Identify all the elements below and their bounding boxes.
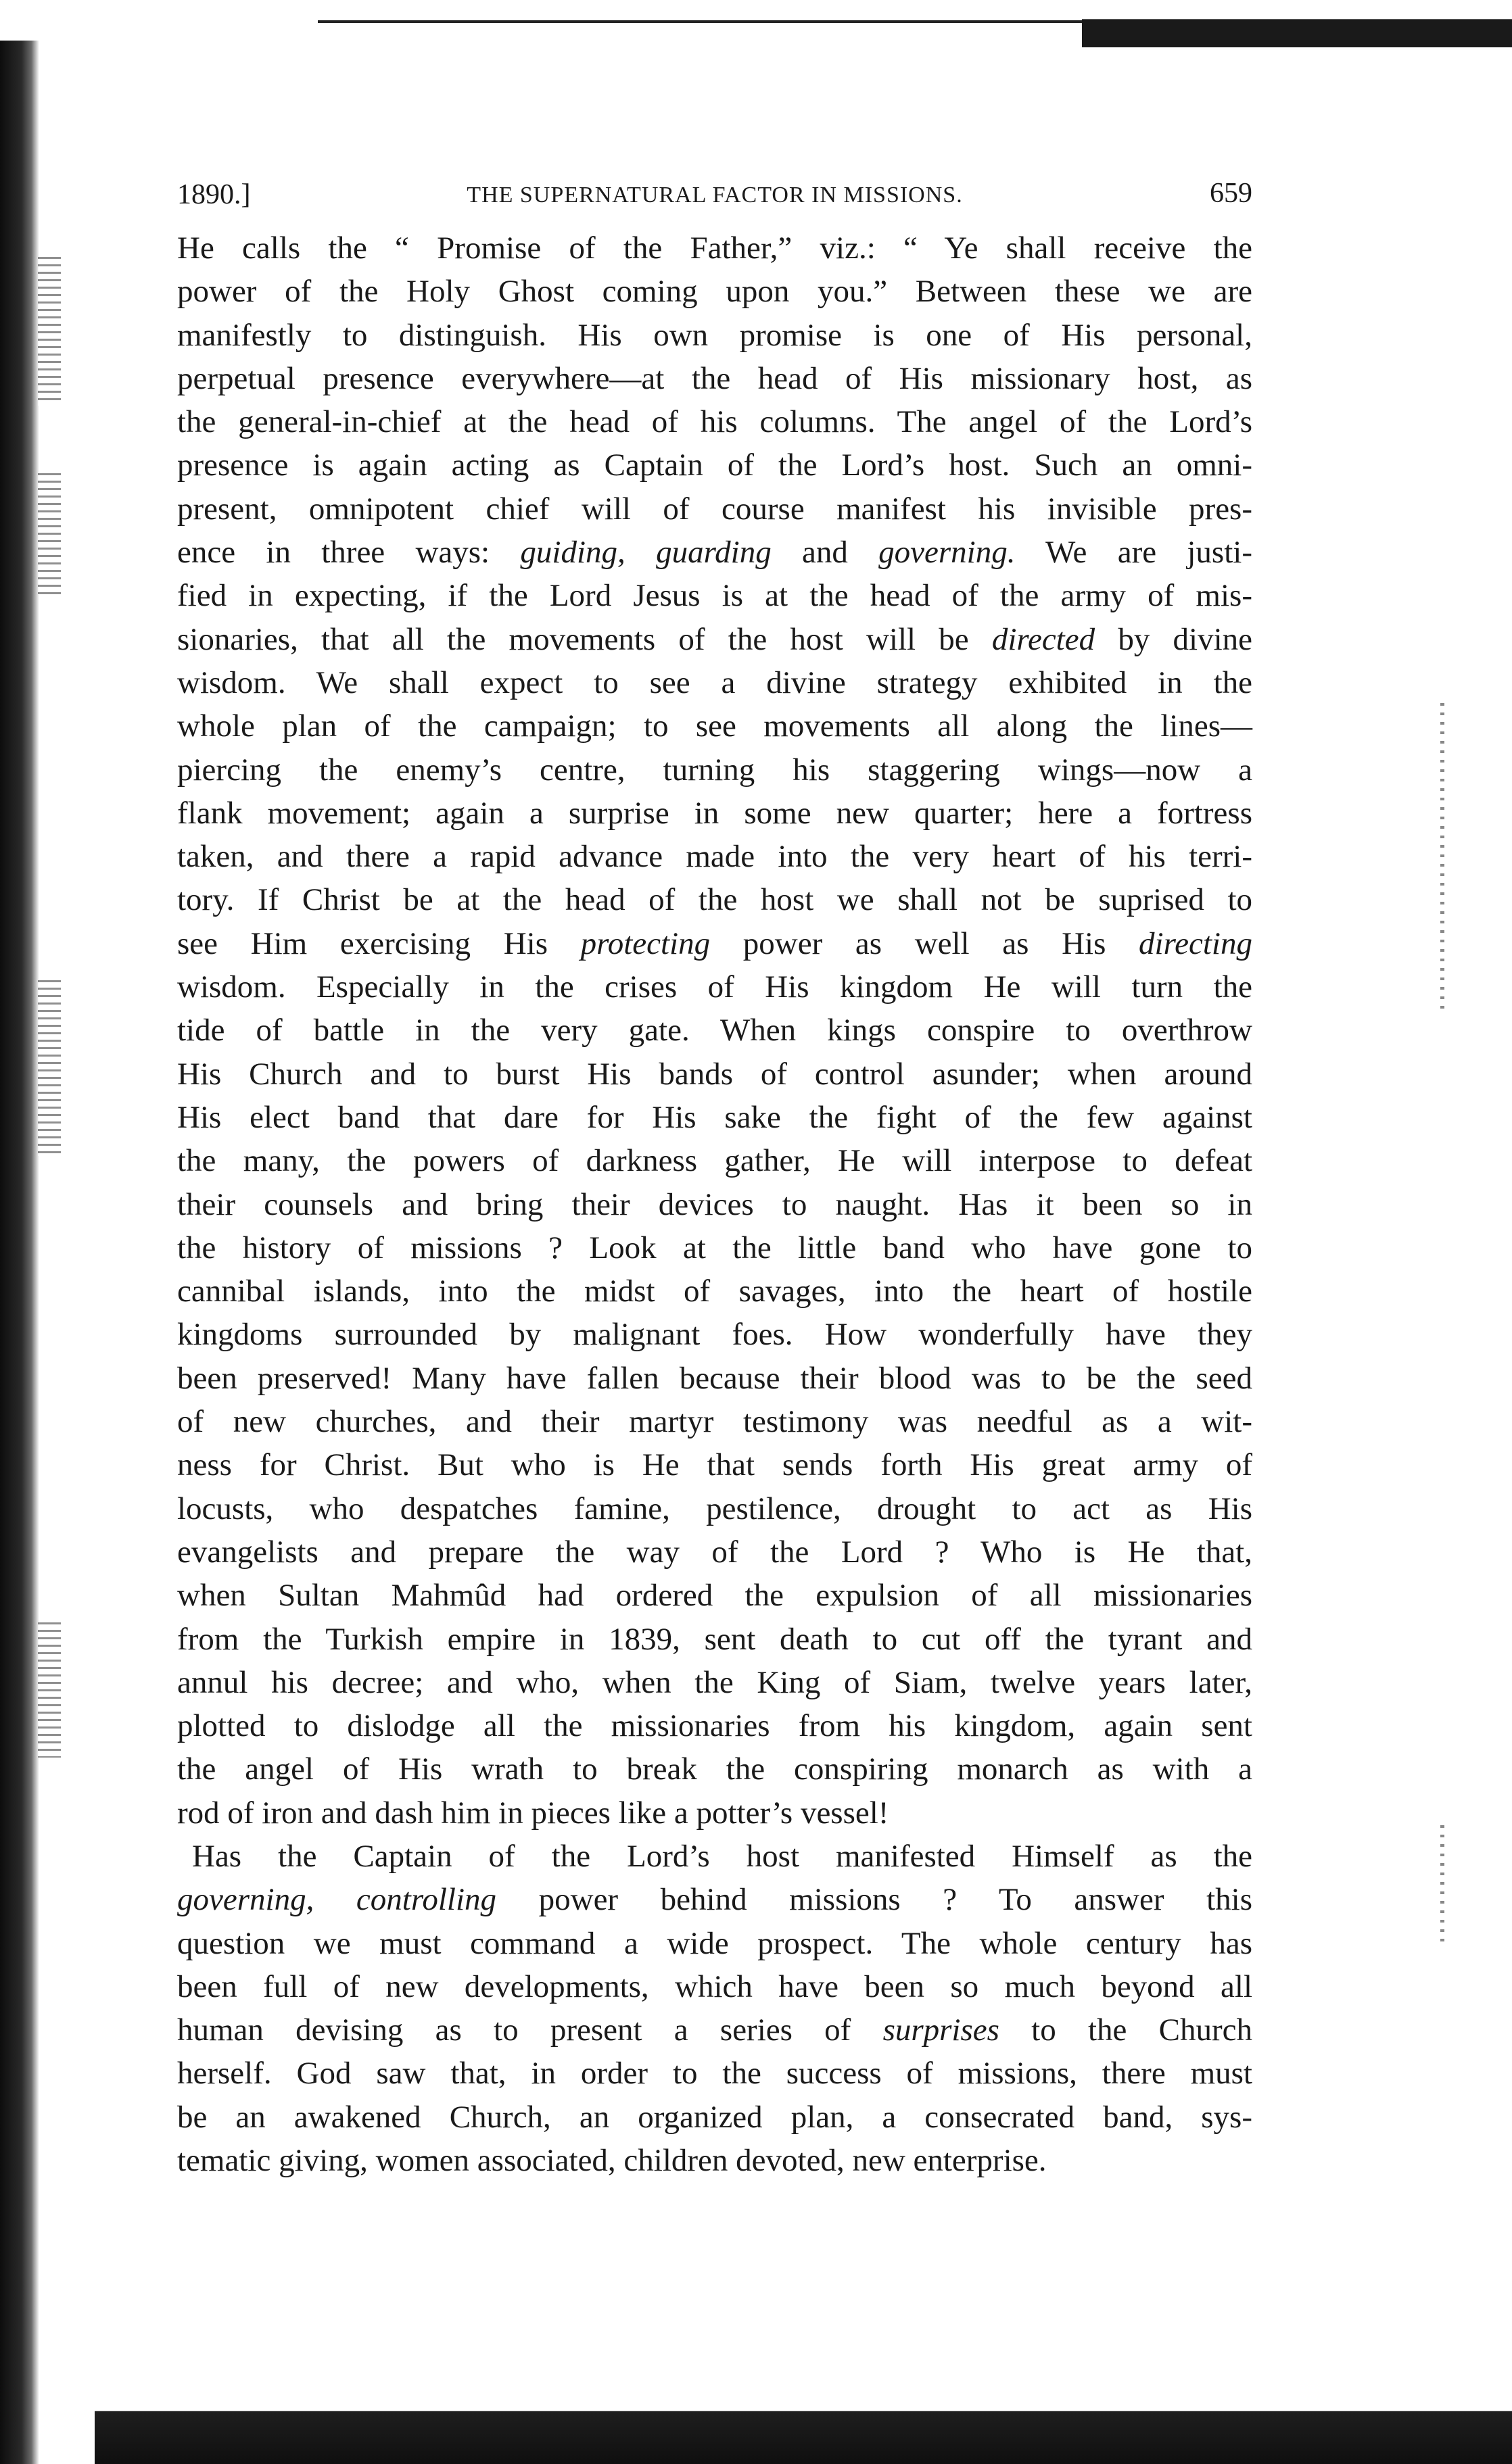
italic-phrase: protecting	[580, 925, 711, 961]
text-run: annul his decree; and who, when the King of Siam, twelve years later,	[177, 1664, 1252, 1700]
text-run: ness for Christ. But who is He that sends forth His great army of	[177, 1447, 1252, 1483]
text-line	[177, 878, 1252, 921]
text-line	[177, 1226, 1252, 1270]
text-run: question we must command a wide prospect. The whole century has	[177, 1925, 1252, 1961]
italic-phrase: governing.	[878, 535, 1016, 571]
text-run: plotted to dislodge all the missionaries from his kingdom, again sent	[177, 1708, 1252, 1744]
text-line	[177, 1661, 1252, 1704]
text-line	[177, 618, 1252, 661]
text-line	[177, 487, 1252, 531]
text-line	[177, 2096, 1252, 2139]
top-rule-heavy	[1082, 0, 1512, 47]
text-line	[177, 1747, 1252, 1791]
text-run: present, omnipotent chief will of course manifest his invisible pres-	[177, 491, 1252, 527]
text-run: tory. If Christ be at the head of the host we shall not be suprised to	[177, 882, 1252, 918]
text-run: His elect band that dare for His sake the fight of the few against	[177, 1099, 1252, 1135]
text-run: their counsels and bring their devices to naught. Has it been so in	[177, 1186, 1252, 1222]
text-line	[177, 400, 1252, 443]
text-line	[177, 1530, 1252, 1574]
text-run: to the Church	[999, 2012, 1252, 2048]
text-line	[177, 2052, 1252, 2095]
text-run: ence in three ways:	[177, 535, 521, 571]
text-run: wisdom. We shall expect to see a divine strategy exhibited in the	[177, 665, 1252, 700]
page-number: 659	[1210, 178, 1252, 209]
text-run: see Him exercising His	[177, 925, 581, 961]
text-run: of new churches, and their martyr testimony was needful as a wit-	[177, 1404, 1252, 1440]
italic-phrase: guiding, guarding	[520, 535, 772, 571]
text-line	[177, 1183, 1252, 1226]
text-run: fied in expecting, if the Lord Jesus is at the head of the army of mis-	[177, 578, 1252, 614]
text-line	[177, 1835, 1252, 1878]
text-run: We are justi-	[1015, 535, 1252, 571]
text-run: tide of battle in the very gate. When kings conspire to overthrow	[177, 1013, 1252, 1048]
text-run: perpetual presence everywhere—at the head of His missionary host, as	[177, 360, 1252, 396]
text-run: and	[771, 535, 879, 571]
text-run: wisdom. Especially in the crises of His kingdom He will turn the	[177, 969, 1252, 1005]
text-line	[177, 314, 1252, 357]
text-run: kingdoms surrounded by malignant foes. How wonderfully have they	[177, 1317, 1252, 1353]
text-line	[177, 1791, 1252, 1835]
text-run: be an awakened Church, an organized plan, a consecrated band, sys-	[177, 2099, 1252, 2135]
text-line	[177, 226, 1252, 270]
text-run: the general-in-chief at the head of his columns. The angel of the Lord’s	[177, 404, 1252, 440]
running-header	[177, 169, 1252, 210]
bottom-rule	[95, 2393, 1512, 2464]
text-line	[177, 1878, 1252, 1921]
text-line	[177, 704, 1252, 748]
text-run: rod of iron and dash him in pieces like a potter’s vessel!	[177, 1795, 889, 1831]
text-run: when Sultan Mahmûd had ordered the expulsion of all missionaries	[177, 1578, 1252, 1614]
text-line	[177, 1922, 1252, 1965]
text-line	[177, 574, 1252, 617]
text-run: been preserved! Many have fallen because their blood was to be the seed	[177, 1360, 1252, 1396]
text-line	[177, 835, 1252, 878]
text-line	[177, 531, 1252, 574]
text-line	[177, 1096, 1252, 1139]
text-line	[177, 661, 1252, 704]
text-line	[177, 1487, 1252, 1530]
binding-speckle	[38, 980, 61, 1156]
text-line	[177, 2008, 1252, 2052]
text-run: power of the Holy Ghost coming upon you.” Between these we are	[177, 274, 1252, 310]
text-run: tematic giving, women associated, children devoted, new enterprise.	[177, 2143, 1047, 2179]
text-run: evangelists and prepare the way of the Lord ? Who is He that,	[177, 1534, 1252, 1570]
text-run: the many, the powers of darkness gather, He will interpose to defeat	[177, 1143, 1252, 1179]
text-run: taken, and there a rapid advance made into the very heart of his terri-	[177, 839, 1252, 875]
text-run: sionaries, that all the movements of the host will be	[177, 621, 992, 657]
header-title: THE SUPERNATURAL FACTOR IN MISSIONS.	[467, 183, 963, 208]
text-line	[177, 1009, 1252, 1052]
text-run: manifestly to distinguish. His own promise is one of His personal,	[177, 317, 1252, 353]
text-line	[177, 1400, 1252, 1443]
text-line	[177, 965, 1252, 1009]
text-run: herself. God saw that, in order to the success of missions, there must	[177, 2056, 1252, 2092]
text-run: by divine	[1095, 621, 1253, 657]
italic-phrase: directed	[991, 621, 1095, 657]
text-run: His Church and to burst His bands of control asunder; when around	[177, 1056, 1252, 1092]
text-line	[177, 1139, 1252, 1182]
body-text	[177, 226, 1252, 2182]
text-line	[177, 1443, 1252, 1487]
text-run: presence is again acting as Captain of the Lord’s host. Such an omni-	[177, 448, 1252, 483]
text-run: He calls the “ Promise of the Father,” viz.: “ Ye shall receive the	[177, 231, 1252, 266]
text-run: been full of new developments, which have been so much beyond all	[177, 1968, 1252, 2004]
text-line	[177, 748, 1252, 792]
text-run: from the Turkish empire in 1839, sent death to cut off the tyrant and	[177, 1621, 1252, 1657]
binding-speckle	[38, 473, 61, 595]
text-run: flank movement; again a surprise in some new quarter; here a fortress	[177, 795, 1252, 831]
text-line	[177, 1270, 1252, 1313]
italic-phrase: directing	[1139, 925, 1252, 961]
text-line	[177, 443, 1252, 487]
italic-phrase: surprises	[882, 2012, 999, 2048]
text-run: human devising as to present a series of	[177, 2012, 883, 2048]
text-run: power as well as His	[710, 925, 1139, 961]
margin-specks	[1440, 703, 1444, 1014]
text-line	[177, 2139, 1252, 2182]
binding-speckle	[38, 257, 61, 406]
text-line	[177, 357, 1252, 400]
text-line	[177, 922, 1252, 965]
text-line	[177, 792, 1252, 835]
text-line	[177, 1618, 1252, 1661]
text-line	[177, 1965, 1252, 2008]
margin-specks	[1440, 1825, 1444, 1947]
text-run: power behind missions ? To answer this	[496, 1882, 1252, 1918]
text-line	[177, 1574, 1252, 1617]
text-line	[177, 270, 1252, 313]
text-run: piercing the enemy’s centre, turning his staggering wings—now a	[177, 752, 1252, 788]
italic-phrase: governing, controlling	[177, 1882, 497, 1918]
text-line	[177, 1357, 1252, 1400]
text-run: whole plan of the campaign; to see movements all along the lines—	[177, 708, 1252, 744]
text-run: locusts, who despatches famine, pestilence, drought to act as His	[177, 1491, 1252, 1526]
text-line	[177, 1053, 1252, 1096]
text-run: cannibal islands, into the midst of savages, into the heart of hostile	[177, 1274, 1252, 1309]
binding-speckle	[38, 1622, 61, 1758]
text-run: Has the Captain of the Lord’s host manifested Himself as the	[192, 1838, 1252, 1874]
text-run: the history of missions ? Look at the little band who have gone to	[177, 1230, 1252, 1265]
header-year: 1890.]	[177, 179, 251, 210]
binding-shadow	[0, 41, 39, 2464]
text-line	[177, 1313, 1252, 1356]
text-run: the angel of His wrath to break the conspiring monarch as with a	[177, 1752, 1252, 1787]
text-line	[177, 1704, 1252, 1747]
